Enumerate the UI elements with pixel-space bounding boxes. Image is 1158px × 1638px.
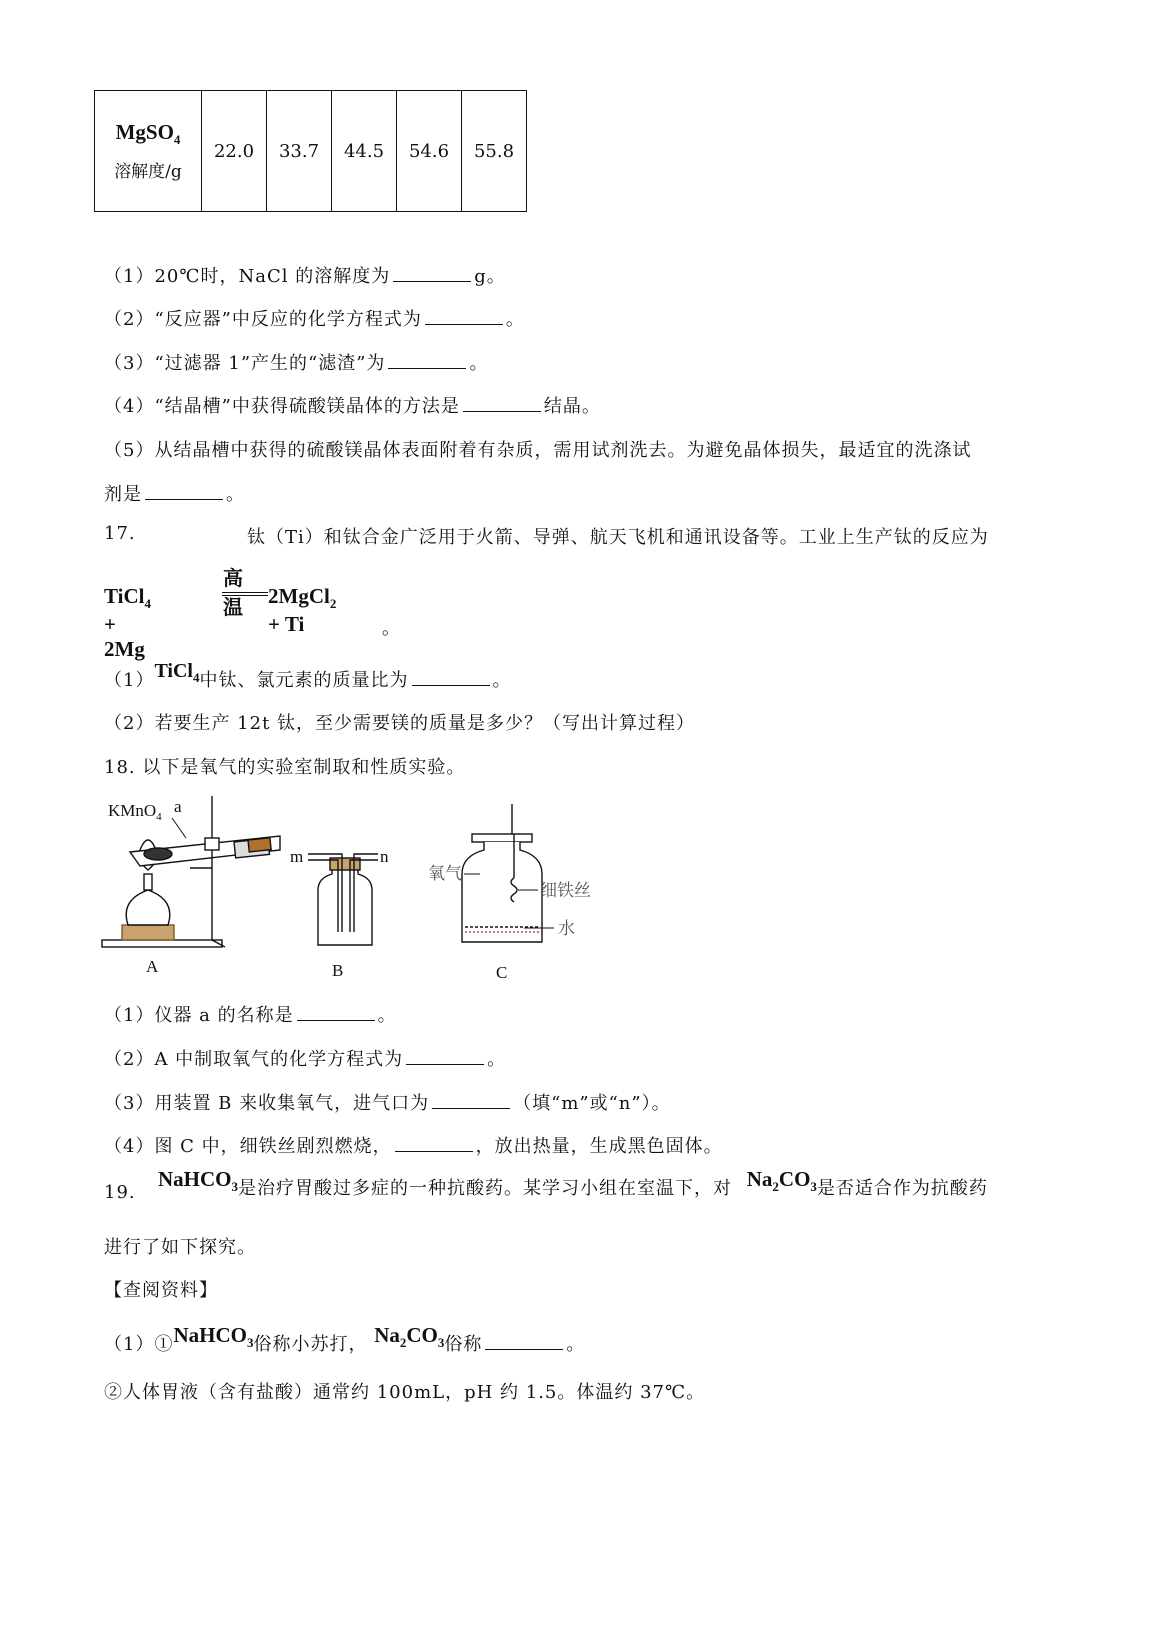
q16-part3: （3）“过滤器 1”产生的“滤渣”为 。 (104, 353, 489, 374)
q19-section-heading: 【查阅资料】 (104, 1280, 218, 1301)
oxygen-apparatus-figure (100, 790, 620, 990)
q16-part1: （1）20℃时，NaCl 的溶解度为 g。 (104, 266, 506, 287)
q18-part2: （2）A 中制取氧气的化学方程式为 。 (104, 1049, 507, 1070)
q17-part1: （1）TiCl$_4$中钛、氯元素的质量比为 。 (104, 660, 512, 691)
eq-end: 。 (382, 618, 401, 639)
nahco3-formula: NaHCO$_3$ (158, 1167, 238, 1195)
q16-part2: （2）“反应器”中反应的化学方程式为 。 (104, 309, 525, 330)
q18-part1: （1）仪器 a 的名称是 。 (104, 1005, 397, 1026)
solubility-table (94, 90, 527, 212)
label-C: C (496, 963, 508, 982)
q16-part5-cont: 剂是 。 (104, 484, 245, 505)
ticl4-formula: TiCl$_4$ (154, 660, 200, 685)
eq-condition: 高温 (223, 566, 243, 619)
table-row (95, 91, 527, 212)
q16-part5: （5）从结晶槽中获得的硫酸镁晶体表面附着有杂质，需用试剂洗去。为避免晶体损失，最适宜的洗涤试 (104, 440, 972, 461)
table-cell: 55.8 (462, 91, 527, 212)
answer-blank[interactable] (425, 308, 503, 325)
label-n: n (380, 847, 389, 866)
eq-right: 2MgCl$_2$ + Ti (268, 584, 337, 637)
answer-blank[interactable] (395, 1135, 473, 1152)
table-cell: 33.7 (267, 91, 332, 212)
q18-part4: （4）图 C 中，细铁丝剧烈燃烧， ，放出热量，生成黑色固体。 (104, 1136, 723, 1157)
table-header-cell (95, 91, 202, 212)
q18-intro: 18. 以下是氧气的实验室制取和性质实验。 (104, 757, 466, 778)
table-cell: 22.0 (202, 91, 267, 212)
answer-blank[interactable] (412, 669, 490, 686)
answer-blank[interactable] (463, 395, 541, 412)
answer-blank[interactable] (393, 265, 471, 282)
na2co3-formula: $Na_2CO_3$ (746, 1167, 817, 1195)
apparatus-c (462, 804, 554, 942)
label-a: a (174, 797, 182, 816)
answer-blank[interactable] (485, 1333, 563, 1350)
q17-part2: （2）若要生产 12t 钛，至少需要镁的质量是多少？（写出计算过程） (104, 713, 696, 734)
q17-intro: 钛（Ti）和钛合金广泛用于火箭、导弹、航天飞机和通讯设备等。工业上生产钛的反应为 (247, 527, 989, 548)
q19-line1: NaHCO$_3$是治疗胃酸过多症的一种抗酸药。某学习小组在室温下，对 $Na_2CO_3$是否适合作为抗酸药 (158, 1167, 988, 1199)
apparatus-b (308, 854, 378, 945)
eq-left: TiCl$_4$ + 2Mg (104, 584, 151, 662)
eq-double-line (222, 592, 268, 596)
label-oxygen: 氧气 (428, 864, 462, 883)
q16-part4: （4）“结晶槽”中获得硫酸镁晶体的方法是 结晶。 (104, 396, 601, 417)
answer-blank[interactable] (388, 352, 466, 369)
table-cell: 44.5 (332, 91, 397, 212)
table-cell: 54.6 (397, 91, 462, 212)
solubility-unit: 溶解度/g (114, 161, 182, 182)
label-water: 水 (558, 919, 575, 938)
q19-part1: （1）①NaHCO$_3$俗称小苏打， $Na_2CO_3$俗称 。 (104, 1323, 586, 1355)
q19-number: 19. (104, 1182, 136, 1203)
answer-blank[interactable] (297, 1004, 375, 1021)
label-A: A (146, 957, 159, 976)
label-m: m (290, 847, 304, 866)
q18-part3: （3）用装置 B 来收集氧气，进气口为 （填“m”或“n”）。 (104, 1093, 671, 1114)
kmno4-label: KMnO$_4$ (108, 801, 162, 823)
answer-blank[interactable] (145, 483, 223, 500)
q17-number: 17. (104, 523, 136, 544)
q19-line2: 进行了如下探究。 (104, 1237, 256, 1258)
label-B: B (332, 961, 344, 980)
na2co3-formula: $Na_2CO_3$ (374, 1323, 445, 1351)
q19-part2: ②人体胃液（含有盐酸）通常约 100mL，pH 约 1.5。体温约 37℃。 (104, 1382, 706, 1403)
answer-blank[interactable] (432, 1092, 510, 1109)
answer-blank[interactable] (406, 1048, 484, 1065)
nahco3-formula: NaHCO$_3$ (173, 1323, 254, 1351)
label-iron-wire: 细铁丝 (540, 881, 591, 900)
mgso4-formula: MgSO$_4$ (115, 120, 181, 148)
